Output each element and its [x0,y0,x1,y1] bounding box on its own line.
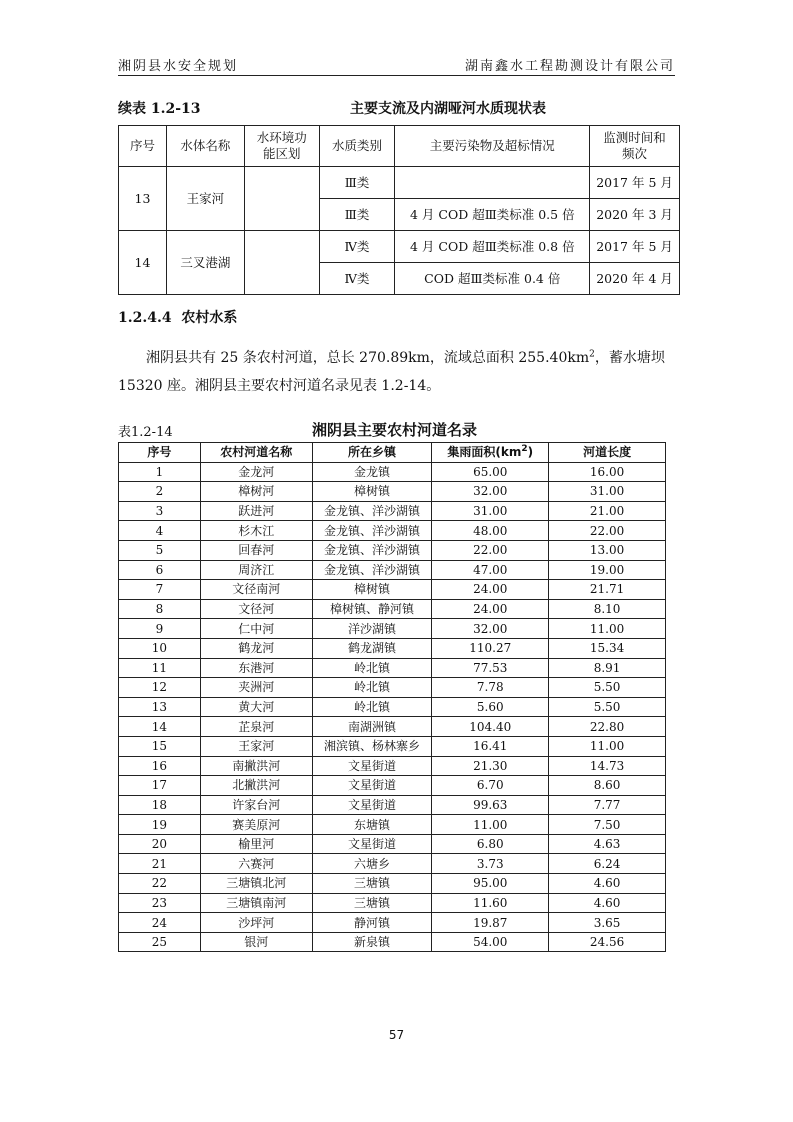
table2-cell-length: 19.00 [549,560,666,580]
table-row [119,462,666,482]
table2-cell-seq: 9 [119,619,201,639]
table2-cell-area: 32.00 [432,482,549,502]
table-row [119,697,666,717]
section-number: 1.2.4.4 [118,310,172,326]
table2-cell-name: 王家河 [200,736,312,756]
table1-header-time-line2: 频次 [622,146,648,161]
table2-cell-area: 95.00 [432,874,549,894]
table2-cell-name: 仁中河 [200,619,312,639]
table-row [119,638,666,658]
table2-cell-name: 银河 [200,932,312,952]
table2-cell-area: 19.87 [432,913,549,933]
table2-cell-name: 南撇洪河 [200,756,312,776]
table2-cell-town: 南湖洲镇 [312,717,432,737]
table2-cell-town: 金龙镇 [312,462,432,482]
table2-cell-name: 三塘镇北河 [200,874,312,894]
table2-cell-town: 樟树镇 [312,482,432,502]
page-number: 57 [388,1028,405,1042]
rural-river-table [118,442,666,952]
table2-cell-town: 岭北镇 [312,658,432,678]
table2-header-area-text: 集雨面积(km [447,445,522,460]
table2-cell-area: 24.00 [432,580,549,600]
table2-cell-area: 48.00 [432,521,549,541]
table2-cell-town: 岭北镇 [312,678,432,698]
table2-cell-area: 24.00 [432,599,549,619]
table-row [119,501,666,521]
table2-cell-length: 24.56 [549,932,666,952]
table1-header-func-line1: 水环境功 [256,130,307,145]
table2-cell-length: 21.00 [549,501,666,521]
table1-cell-func [244,231,319,295]
table2-cell-seq: 16 [119,756,201,776]
table2-cell-length: 8.91 [549,658,666,678]
table2-number: 表1.2-14 [118,425,173,440]
table-row [119,932,666,952]
table2-cell-area: 3.73 [432,854,549,874]
table2-cell-name: 杉木江 [200,521,312,541]
table2-cell-town: 新泉镇 [312,932,432,952]
table2-cell-seq: 22 [119,874,201,894]
table1-number: 续表 1.2-13 [118,101,201,117]
table2-cell-seq: 11 [119,658,201,678]
table2-cell-area: 16.41 [432,736,549,756]
table2-header-area-close: ) [527,445,534,460]
table-row [119,776,666,796]
table1-header-time-line1: 监测时间和 [603,130,666,145]
table2-header-area-sup: 2 [521,444,528,455]
table2-cell-seq: 21 [119,854,201,874]
section-title: 农村水系 [181,310,238,326]
table1-header-seq: 序号 [119,126,167,167]
table2-cell-seq: 8 [119,599,201,619]
table2-cell-town: 东塘镇 [312,815,432,835]
table2-header-row [119,443,666,463]
table2-cell-area: 54.00 [432,932,549,952]
table1-cell-pollutant: COD 超Ⅲ类标准 0.4 倍 [395,263,590,295]
table2-cell-length: 4.60 [549,893,666,913]
table1-header-row [119,126,680,167]
table2-header-name: 农村河道名称 [200,443,312,463]
table2-cell-town: 文星街道 [312,795,432,815]
table2-cell-length: 31.00 [549,482,666,502]
table1-caption [118,98,675,120]
table1-cell-seq: 13 [119,167,167,231]
table2-cell-town: 文星街道 [312,834,432,854]
table2-caption [118,419,675,441]
table1-header-func [244,126,319,167]
header-right-company: 湖南鑫水工程勘测设计有限公司 [464,59,675,74]
table2-cell-town: 金龙镇、洋沙湖镇 [312,501,432,521]
table2-cell-area: 104.40 [432,717,549,737]
table2-cell-area: 11.60 [432,893,549,913]
table-row [119,599,666,619]
table2-cell-town: 金龙镇、洋沙湖镇 [312,521,432,541]
table2-cell-town: 樟树镇 [312,580,432,600]
table2-cell-town: 静河镇 [312,913,432,933]
table2-cell-name: 许家台河 [200,795,312,815]
table2-cell-name: 回春河 [200,540,312,560]
table2-header-length: 河道长度 [549,443,666,463]
paragraph-superscript: 2 [589,349,595,360]
table-row [119,619,666,639]
table2-cell-length: 13.00 [549,540,666,560]
table2-cell-area: 5.60 [432,697,549,717]
table1-cell-category: Ⅲ类 [319,199,395,231]
water-quality-table [118,125,680,295]
table2-cell-length: 11.00 [549,619,666,639]
table-row [119,893,666,913]
table2-cell-town: 金龙镇、洋沙湖镇 [312,540,432,560]
table2-cell-seq: 14 [119,717,201,737]
table-row [119,815,666,835]
header-left-title: 湘阴县水安全规划 [118,59,239,74]
table2-cell-town: 六塘乡 [312,854,432,874]
table2-cell-seq: 6 [119,560,201,580]
table-row [119,736,666,756]
table-row [119,874,666,894]
table2-cell-length: 6.24 [549,854,666,874]
table2-cell-seq: 19 [119,815,201,835]
table2-cell-name: 赛美原河 [200,815,312,835]
table2-header-seq: 序号 [119,443,201,463]
table-row [119,560,666,580]
table2-header-town: 所在乡镇 [312,443,432,463]
table2-body [119,462,666,952]
table1-cell-pollutant [395,167,590,199]
table2-cell-length: 22.00 [549,521,666,541]
section-heading [118,307,237,327]
table2-cell-name: 三塘镇南河 [200,893,312,913]
table2-cell-town: 湘滨镇、杨林寨乡 [312,736,432,756]
table2-cell-seq: 15 [119,736,201,756]
table2-cell-seq: 2 [119,482,201,502]
table1-cell-category: Ⅳ类 [319,263,395,295]
table1-cell-seq: 14 [119,231,167,295]
table2-cell-name: 金龙河 [200,462,312,482]
table2-cell-area: 31.00 [432,501,549,521]
table1-cell-time: 2017 年 5 月 [590,167,680,199]
table2-cell-town: 三塘镇 [312,874,432,894]
table2-cell-seq: 5 [119,540,201,560]
table1-cell-category: Ⅳ类 [319,231,395,263]
table2-cell-name: 夹洲河 [200,678,312,698]
table2-cell-name: 文径河 [200,599,312,619]
table2-cell-seq: 7 [119,580,201,600]
table2-cell-seq: 12 [119,678,201,698]
table-row [119,717,666,737]
table-row [119,913,666,933]
table2-cell-length: 3.65 [549,913,666,933]
table-row [119,540,666,560]
table2-cell-name: 东港河 [200,658,312,678]
table-row [119,167,680,199]
table2-cell-length: 16.00 [549,462,666,482]
table2-cell-seq: 13 [119,697,201,717]
table2-cell-seq: 18 [119,795,201,815]
table2-cell-name: 樟树河 [200,482,312,502]
table2-cell-length: 8.10 [549,599,666,619]
table2-cell-name: 沙坪河 [200,913,312,933]
table2-cell-area: 11.00 [432,815,549,835]
table1-cell-time: 2017 年 5 月 [590,231,680,263]
table2-cell-seq: 10 [119,638,201,658]
table1-header-func-line2: 能区划 [262,146,301,161]
table2-cell-town: 文星街道 [312,756,432,776]
paragraph-part1: 湘阴县共有 25 条农村河道，总长 270.89km，流域总面积 255.40km [146,350,590,366]
table-row [119,482,666,502]
table2-cell-name: 鹤龙河 [200,638,312,658]
table-row [119,854,666,874]
table1-cell-name: 三叉港湖 [166,231,244,295]
table-row [119,658,666,678]
table2-cell-area: 65.00 [432,462,549,482]
table2-cell-seq: 23 [119,893,201,913]
table2-cell-area: 6.70 [432,776,549,796]
table2-cell-seq: 24 [119,913,201,933]
table1-header-pollutant: 主要污染物及超标情况 [395,126,590,167]
table2-cell-length: 5.50 [549,678,666,698]
table2-cell-seq: 1 [119,462,201,482]
table2-cell-length: 14.73 [549,756,666,776]
table2-cell-town: 鹤龙湖镇 [312,638,432,658]
table2-cell-area: 47.00 [432,560,549,580]
table1-cell-category: Ⅲ类 [319,167,395,199]
table1-header-name: 水体名称 [166,126,244,167]
table-row [119,795,666,815]
body-paragraph [118,344,676,400]
table2-cell-length: 4.60 [549,874,666,894]
table2-cell-seq: 4 [119,521,201,541]
table2-cell-town: 三塘镇 [312,893,432,913]
table2-cell-name: 榆里河 [200,834,312,854]
table2-cell-seq: 25 [119,932,201,952]
table2-cell-area: 6.80 [432,834,549,854]
table-row [119,678,666,698]
table1-title: 主要支流及内湖哑河水质现状表 [350,101,546,117]
table2-header-area [432,443,549,463]
table2-cell-seq: 17 [119,776,201,796]
table1-header-category: 水质类别 [319,126,395,167]
table2-cell-area: 22.00 [432,540,549,560]
table2-cell-area: 32.00 [432,619,549,639]
table2-cell-length: 22.80 [549,717,666,737]
table2-cell-town: 洋沙湖镇 [312,619,432,639]
table1-header-time [590,126,680,167]
table1-cell-pollutant: 4 月 COD 超Ⅲ类标准 0.5 倍 [395,199,590,231]
table2-cell-name: 跃进河 [200,501,312,521]
table2-cell-length: 7.77 [549,795,666,815]
table2-cell-town: 岭北镇 [312,697,432,717]
table1-cell-time: 2020 年 4 月 [590,263,680,295]
table1-cell-time: 2020 年 3 月 [590,199,680,231]
table2-cell-length: 11.00 [549,736,666,756]
table2-title: 湘阴县主要农村河道名录 [312,421,478,439]
table2-cell-length: 5.50 [549,697,666,717]
table2-cell-area: 110.27 [432,638,549,658]
table2-cell-length: 4.63 [549,834,666,854]
table2-cell-name: 文径南河 [200,580,312,600]
table2-cell-length: 21.71 [549,580,666,600]
table2-cell-area: 21.30 [432,756,549,776]
table-row [119,580,666,600]
table-row [119,231,680,263]
paragraph-part2: ，蓄水塘坝 15320 座。湘阴县主要农村河道名录见表 1.2-14。 [118,350,665,394]
table-row [119,521,666,541]
table2-cell-area: 7.78 [432,678,549,698]
table2-cell-length: 8.60 [549,776,666,796]
table2-cell-name: 北撇洪河 [200,776,312,796]
table2-cell-length: 7.50 [549,815,666,835]
table2-cell-name: 芷泉河 [200,717,312,737]
table2-cell-name: 周济江 [200,560,312,580]
table-row [119,834,666,854]
table2-cell-seq: 3 [119,501,201,521]
table2-cell-town: 樟树镇、静河镇 [312,599,432,619]
table2-cell-length: 15.34 [549,638,666,658]
table2-cell-area: 77.53 [432,658,549,678]
table1-cell-pollutant: 4 月 COD 超Ⅲ类标准 0.8 倍 [395,231,590,263]
table2-cell-seq: 20 [119,834,201,854]
header-rule [118,75,675,76]
table2-cell-town: 文星街道 [312,776,432,796]
table-row [119,756,666,776]
table2-cell-name: 六赛河 [200,854,312,874]
table1-cell-name: 王家河 [166,167,244,231]
table2-cell-area: 99.63 [432,795,549,815]
table1-cell-func [244,167,319,231]
table2-cell-town: 金龙镇、洋沙湖镇 [312,560,432,580]
table2-cell-name: 黄大河 [200,697,312,717]
